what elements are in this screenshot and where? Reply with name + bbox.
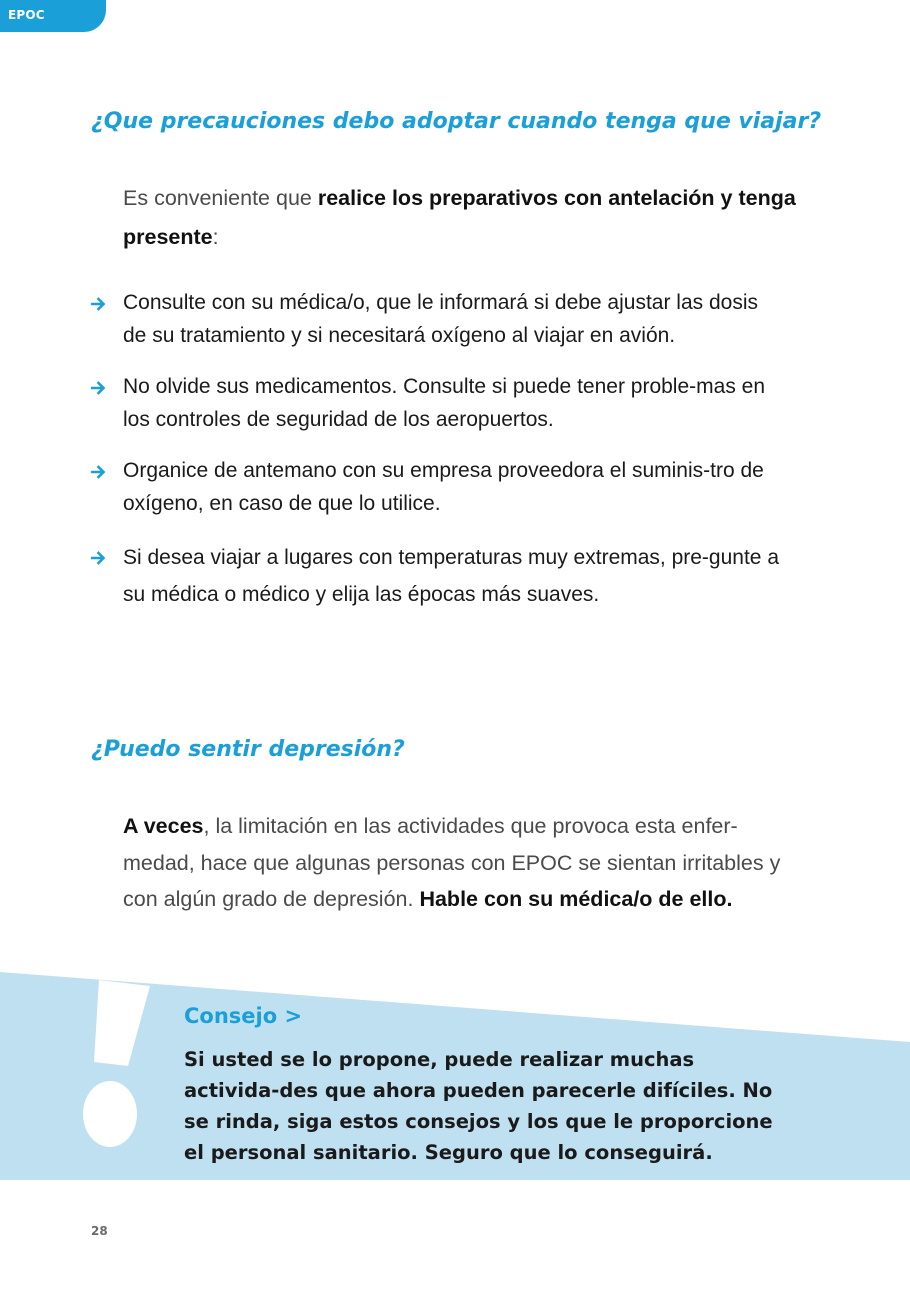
travel-heading: ¿Que precauciones debo adoptar cuando tenga que viajar? <box>91 109 822 134</box>
arrow-right-icon <box>91 296 107 312</box>
travel-intro-plain: Es conveniente que <box>123 186 318 210</box>
section-tab-label: EPOC <box>8 8 45 22</box>
arrow-right-icon <box>91 550 107 566</box>
list-item <box>91 371 781 436</box>
depression-plain: , la limitación en las actividades que provoca esta enfer-medad, hace que algunas personas con EPOC se sientan irritables y con algún grado de depresión. <box>123 814 781 911</box>
list-item <box>91 287 781 352</box>
arrow-right-icon <box>91 380 107 396</box>
travel-intro-bold: realice los preparativos con antelación y tenga presente <box>123 186 796 249</box>
arrow-right-icon <box>91 464 107 480</box>
travel-intro-end: : <box>212 225 219 249</box>
list-item <box>91 539 781 613</box>
depression-paragraph <box>123 808 803 918</box>
depression-bold-end: Hable con su médica/o de ello. <box>419 887 733 911</box>
tip-text: Si usted se lo propone, puede realizar muchas activida-des que ahora pueden parecerle difíciles. No se rinda, siga estos consejos y los que le proporcione el personal sanitario. Seguro que lo conseguirá. <box>184 1048 773 1164</box>
bullet-text: Consulte con su médica/o, que le informará si debe ajustar las dosis de su tratamiento y si necesitará oxígeno al viajar en avión. <box>123 291 759 347</box>
bullet-text: Organice de antemano con su empresa proveedora el suminis-tro de oxígeno, en caso de que lo utilice. <box>123 459 764 515</box>
travel-intro <box>123 179 803 257</box>
tip-title: Consejo > <box>184 1004 303 1028</box>
depression-heading: ¿Puedo sentir depresión? <box>91 737 405 762</box>
page-number: 28 <box>91 1224 108 1238</box>
bullet-text: Si desea viajar a lugares con temperaturas muy extremas, pre-gunte a su médica o médico y elija las épocas más suaves. <box>123 546 779 606</box>
depression-bold-start: A veces <box>123 814 204 838</box>
section-tab <box>0 0 106 32</box>
bullet-text: No olvide sus medicamentos. Consulte si puede tener proble-mas en los controles de seguridad de los aeropuertos. <box>123 375 766 431</box>
list-item <box>91 455 781 520</box>
travel-bullet-list <box>91 287 781 632</box>
